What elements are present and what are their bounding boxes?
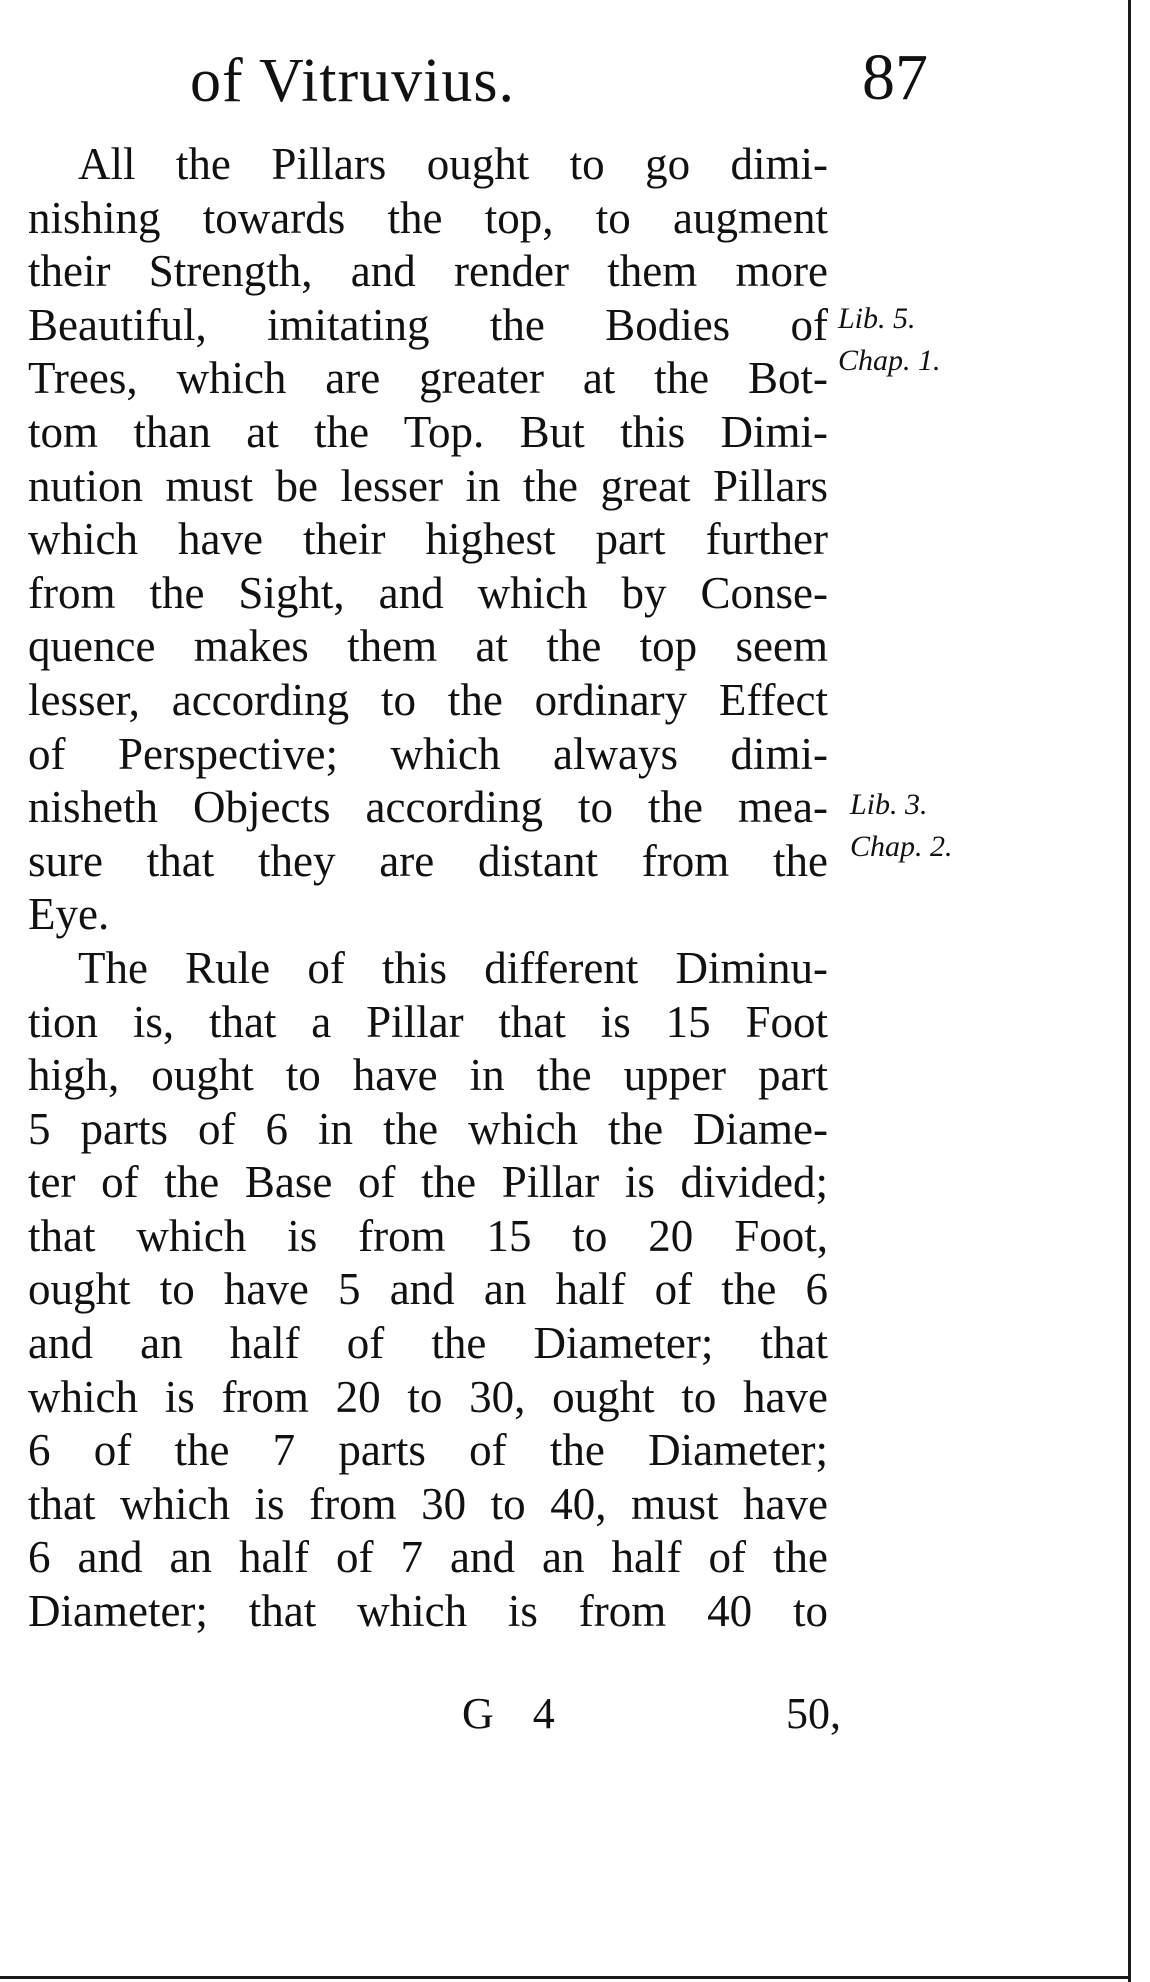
signature-mark: G 4 <box>462 1689 569 1738</box>
text-line: 5 parts of 6 in the which the Diame- <box>28 1103 828 1154</box>
text-line: Diameter; that which is from 40 to <box>28 1586 828 1637</box>
text-line: tom than at the Top. But this Dimi- <box>28 406 828 457</box>
catchword: 50, <box>786 1689 841 1738</box>
page-header <box>0 40 1000 130</box>
text-line: The Rule of this different Diminu- <box>78 942 828 993</box>
text-line: lesser, according to the ordinary Effect <box>28 674 828 725</box>
text-line: 6 and an half of 7 and an half of the <box>28 1532 828 1583</box>
margin-note-lib-5 <box>838 298 941 382</box>
page-number: 87 <box>862 41 928 114</box>
text-line: ter of the Base of the Pillar is divided; <box>28 1157 828 1208</box>
text-line: quence makes them at the top seem <box>28 621 828 672</box>
paragraph-1 <box>28 138 848 942</box>
text-line: Trees, which are greater at the Bot- <box>28 353 828 404</box>
margin-note-chap: Chap. 1. <box>838 344 941 377</box>
text-line: which is from 20 to 30, ought to have <box>28 1371 828 1422</box>
page-footer <box>0 1688 1000 1748</box>
text-line: All the Pillars ought to go dimi- <box>78 139 828 189</box>
running-head: of Vitruvius. <box>190 47 516 115</box>
text-line: from the Sight, and which by Conse- <box>28 567 828 618</box>
text-line: that which is from 30 to 40, must have <box>28 1478 828 1529</box>
text-line: nisheth Objects according to the mea- <box>28 782 828 833</box>
page-edge-bottom <box>0 1976 1131 1979</box>
text-line: nishing towards the top, to augment <box>28 192 828 243</box>
margin-note-lib: Lib. 5. <box>838 302 916 335</box>
text-line: Beautiful, imitating the Bodies of <box>28 299 828 350</box>
text-line: 6 of the 7 parts of the Diameter; <box>28 1425 828 1476</box>
text-line: and an half of the Diameter; that <box>28 1318 828 1369</box>
text-line: high, ought to have in the upper part <box>28 1050 828 1101</box>
text-line: tion is, that a Pillar that is 15 Foot <box>28 996 828 1047</box>
text-line: that which is from 15 to 20 Foot, <box>28 1210 828 1261</box>
page-edge-right <box>1128 0 1131 1982</box>
text-line: ought to have 5 and an half of the 6 <box>28 1264 828 1315</box>
margin-note-lib: Lib. 3. <box>850 788 928 821</box>
text-line: of Perspective; which always dimi- <box>28 728 828 779</box>
text-line: sure that they are distant from the <box>28 835 828 886</box>
text-line: their Strength, and render them more <box>28 246 828 297</box>
text-line: Eye. <box>28 889 110 940</box>
paragraph-2 <box>28 942 848 1639</box>
body-text <box>28 138 848 1639</box>
margin-note-chap: Chap. 2. <box>850 830 953 863</box>
text-line: which have their highest part further <box>28 514 828 565</box>
margin-note-lib-3 <box>850 784 953 868</box>
text-line: nution must be lesser in the great Pillars <box>28 460 828 511</box>
